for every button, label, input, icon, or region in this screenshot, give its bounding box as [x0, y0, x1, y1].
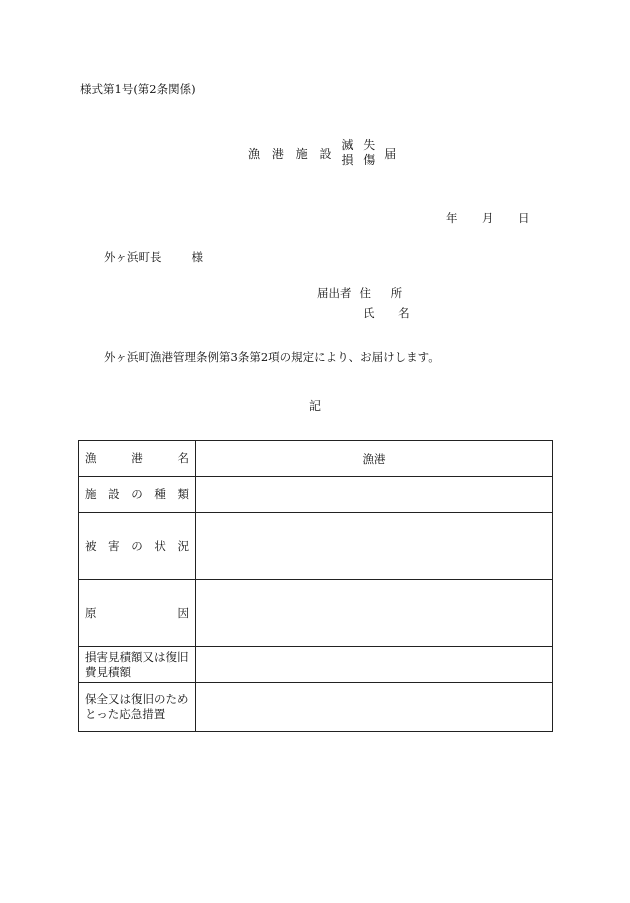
name-label: 氏 名 — [363, 306, 420, 320]
table-row — [79, 513, 553, 580]
label-char: 状 — [154, 538, 166, 553]
label-char: 害 — [108, 538, 120, 553]
row-label-emergency-measures: 保全又は復旧のためとった応急措置 — [79, 683, 196, 732]
row-label-damage-estimate: 損害見積額又は復旧費見積額 — [79, 647, 196, 683]
date-month-label: 月 — [482, 211, 494, 225]
recipient-honorific: 様 — [191, 250, 203, 264]
label-char: 被 — [85, 538, 97, 553]
label-char: の — [131, 538, 143, 553]
table-row — [79, 441, 553, 477]
detail-table — [78, 440, 553, 732]
table-row — [79, 647, 553, 683]
row-label-cause — [79, 580, 196, 647]
form-number: 様式第1号(第2条関係) — [80, 82, 196, 96]
row-value-emergency-measures — [196, 683, 553, 732]
title-prefix: 漁 港 施 設 — [248, 146, 336, 161]
label-char: 種 — [154, 487, 166, 501]
row-label-damage-status — [79, 513, 196, 580]
recipient-name: 外ヶ浜町長 — [104, 250, 162, 264]
label-char: 因 — [177, 605, 189, 620]
title-top-word: 滅 失 — [341, 138, 379, 152]
date-year-label: 年 — [446, 211, 458, 225]
title-suffix: 届 — [384, 146, 397, 161]
label-char: 設 — [108, 487, 120, 501]
title-stack — [341, 138, 378, 168]
ki-heading: 記 — [309, 399, 322, 413]
row-value-gyoko: 漁港 — [196, 441, 553, 477]
label-char: の — [131, 487, 143, 501]
row-value-cause — [196, 580, 553, 647]
title-bottom-word: 損 傷 — [341, 153, 379, 167]
row-label-facility-type — [79, 477, 196, 513]
row-value-damage-estimate — [196, 647, 553, 683]
row-value-damage-status — [196, 513, 553, 580]
label-char: 名 — [177, 451, 189, 465]
label-char: 港 — [131, 451, 143, 465]
document-title — [248, 138, 396, 168]
date-line — [446, 210, 530, 226]
applicant-label: 届出者 — [317, 286, 352, 300]
label-char: 施 — [85, 487, 97, 501]
date-day-label: 日 — [518, 211, 530, 225]
address-label: 住 所 — [359, 286, 411, 300]
table-row — [79, 683, 553, 732]
label-char: 原 — [85, 605, 97, 620]
label-char: 漁 — [85, 451, 97, 465]
label-char: 況 — [177, 538, 189, 553]
row-label-gyoko — [79, 441, 196, 477]
table-row — [79, 580, 553, 647]
label-char: 類 — [177, 487, 189, 501]
applicant-address-line — [317, 285, 410, 301]
recipient — [104, 249, 203, 265]
table-row — [79, 477, 553, 513]
row-value-facility-type — [196, 477, 553, 513]
body-text: 外ヶ浜町漁港管理条例第3条第2項の規定により、お届けします。 — [104, 350, 440, 364]
